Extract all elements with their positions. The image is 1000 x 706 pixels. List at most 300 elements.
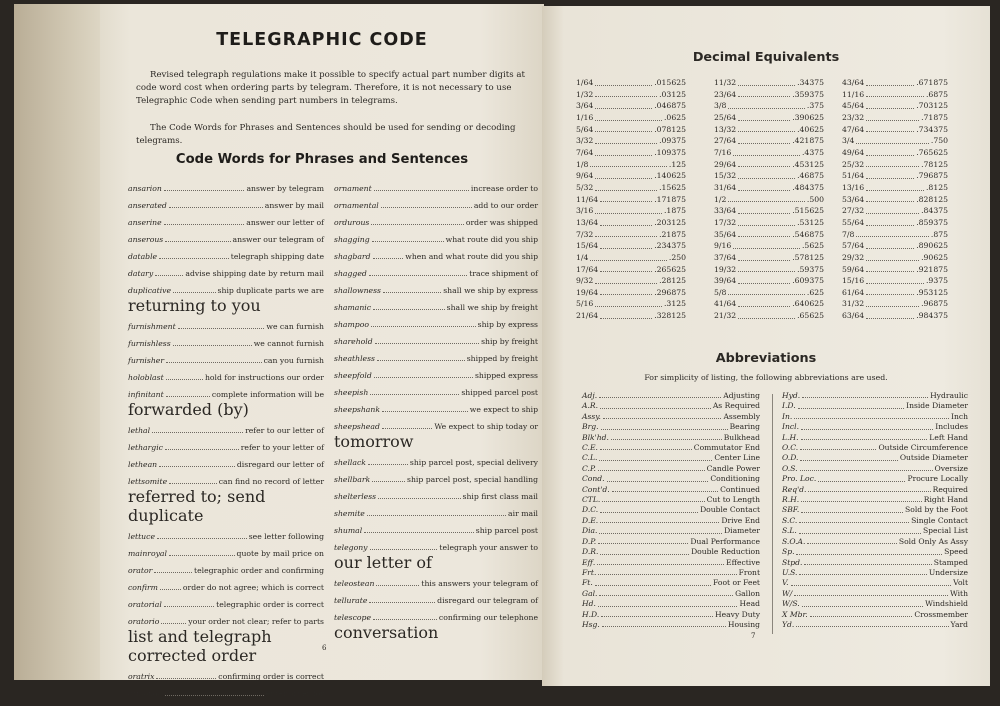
- code-word: orator: [128, 566, 153, 575]
- abbreviation-meaning: With: [949, 588, 968, 598]
- abbreviation-row: [582, 589, 760, 599]
- code-word: furnishment: [128, 322, 176, 331]
- code-word: shamanic: [334, 303, 372, 312]
- abbreviation-row: [782, 537, 968, 547]
- code-meaning: refer to your letter of: [240, 443, 324, 452]
- code-meaning: order do not agree; which is correct: [182, 583, 324, 592]
- code-row: [334, 184, 538, 194]
- abbreviation-row: [582, 422, 760, 432]
- fraction: 41/64: [714, 299, 737, 309]
- dot-leader: [738, 213, 790, 214]
- code-meaning: see letter following: [248, 532, 324, 541]
- code-row: [128, 218, 324, 228]
- dot-leader: [166, 362, 262, 363]
- fraction-row: [714, 205, 824, 217]
- abbreviation-meaning: Drive End: [721, 515, 760, 525]
- dot-leader: [738, 96, 790, 97]
- abbreviation: U.S.: [782, 567, 798, 577]
- abbreviation-meaning: Bulkhead: [723, 432, 760, 442]
- code-entry: [334, 269, 538, 279]
- fraction: 19/64: [576, 287, 599, 297]
- dot-leader: [738, 260, 790, 261]
- code-row: [128, 689, 324, 699]
- dot-leader: [796, 626, 948, 627]
- dot-leader: [600, 201, 652, 202]
- code-word: shallowness: [334, 286, 381, 295]
- fraction: 5/64: [576, 124, 594, 134]
- dot-leader: [595, 155, 652, 156]
- code-meaning-continued: returning to you: [128, 296, 261, 315]
- abbreviation-meaning: Adjusting: [723, 391, 760, 400]
- code-entry: [334, 218, 538, 228]
- abbreviation: O.C.: [782, 443, 799, 453]
- fraction: 7/8: [842, 229, 855, 239]
- abbreviation-row: [782, 505, 968, 515]
- abbreviation: Hyd.: [782, 391, 801, 400]
- code-row: [334, 218, 538, 228]
- code-row: [128, 184, 324, 194]
- abbreviation-row: [582, 568, 760, 578]
- abbreviation: Cond.: [582, 474, 605, 484]
- code-word: infinitant: [128, 390, 164, 399]
- abbreviation: Stpd.: [782, 557, 803, 567]
- dot-leader: [738, 271, 795, 272]
- abbreviation-meaning: Outside Diameter: [899, 453, 968, 463]
- fraction: 53/64: [842, 194, 865, 204]
- abbreviation: Blk'hd.: [582, 432, 609, 442]
- fraction: 3/8: [714, 101, 727, 111]
- dot-leader: [601, 616, 713, 617]
- fraction-row: [576, 287, 686, 299]
- abbreviation-row: [782, 443, 968, 453]
- decimal-column-2: [714, 77, 824, 322]
- dot-leader: [165, 241, 230, 242]
- decimal-value: .21875: [659, 229, 686, 239]
- abbreviation-row: [782, 401, 968, 411]
- fraction: 27/64: [714, 136, 737, 146]
- decimal-value: .90625: [921, 252, 948, 262]
- code-meaning: ship first class mail: [462, 492, 538, 501]
- dot-leader: [612, 491, 718, 492]
- code-row: [334, 422, 538, 432]
- abbreviation-meaning: Housing: [727, 619, 760, 629]
- code-meaning: this answers your telegram of: [421, 579, 538, 588]
- fraction: 3/32: [576, 136, 594, 146]
- code-row: [334, 337, 538, 347]
- abbreviation-row: [782, 495, 968, 505]
- abbreviation-meaning: Continued: [720, 484, 760, 494]
- decimal-value: .375: [806, 101, 824, 111]
- dot-leader: [866, 85, 914, 86]
- dot-leader: [866, 201, 914, 202]
- dot-leader: [370, 549, 438, 550]
- dot-leader: [866, 96, 924, 97]
- abbreviation: D.P.: [582, 536, 597, 546]
- dot-leader: [598, 470, 705, 471]
- abbreviation-meaning: Conditioning: [710, 474, 760, 484]
- page-number: 6: [322, 644, 327, 652]
- fraction: 7/16: [714, 147, 732, 157]
- dot-leader: [866, 318, 914, 319]
- decimal-value: .5625: [801, 241, 824, 251]
- code-word: lettuce: [128, 532, 155, 541]
- fraction-row: [842, 194, 948, 206]
- code-word: sheepish: [334, 388, 369, 397]
- code-entry: [128, 549, 324, 559]
- abbreviation: S.L.: [782, 526, 797, 536]
- code-row: [128, 269, 324, 279]
- dot-leader: [600, 318, 652, 319]
- code-meaning: ship parcel post, special handling: [407, 475, 538, 484]
- abbreviation: Brg.: [582, 422, 599, 432]
- dot-leader: [801, 512, 903, 513]
- fraction-row: [842, 264, 948, 276]
- fraction: 29/32: [842, 252, 865, 262]
- code-row: [334, 252, 538, 262]
- code-row: [128, 426, 324, 436]
- code-meaning: your order not clear; refer to parts: [188, 617, 324, 626]
- dot-leader: [728, 294, 805, 295]
- dot-leader: [738, 283, 790, 284]
- abbreviation: Gal.: [582, 588, 598, 598]
- abbreviation: W/: [782, 588, 793, 598]
- fraction: 13/64: [576, 217, 599, 227]
- dot-leader: [738, 85, 795, 86]
- code-meaning: telegraphic order is correct: [216, 600, 324, 609]
- code-meaning: can find no record of letter: [218, 477, 324, 486]
- dot-leader: [807, 543, 896, 544]
- dot-leader: [169, 555, 235, 556]
- code-entry: [334, 475, 538, 485]
- code-row: [334, 543, 538, 553]
- code-row: [334, 303, 538, 313]
- code-entry: [334, 543, 538, 572]
- code-meaning: order was shipped: [465, 218, 538, 227]
- code-row: [334, 388, 538, 398]
- fraction-row: [842, 217, 948, 229]
- abbreviation-row: [782, 610, 968, 620]
- abbreviation-meaning: Gallon: [735, 588, 760, 598]
- right-page: [542, 6, 990, 686]
- code-entry: [128, 218, 324, 228]
- abbreviation-meaning: As Required: [712, 401, 760, 411]
- code-word: oratorio: [128, 617, 160, 626]
- fraction: 3/4: [842, 136, 855, 146]
- code-row: [128, 201, 324, 211]
- abbreviation-row: [782, 412, 968, 422]
- code-meaning: we expect to ship: [469, 405, 538, 414]
- dot-leader: [173, 292, 216, 293]
- decimal-value: .171875: [654, 194, 686, 204]
- fraction-row: [714, 229, 824, 241]
- dot-leader: [165, 449, 239, 450]
- abbreviation-row: [582, 485, 760, 495]
- dot-leader: [801, 439, 928, 440]
- dot-leader: [599, 460, 712, 461]
- code-word: sheepshead: [334, 422, 380, 431]
- abbreviation-meaning: Right Hand: [923, 495, 968, 505]
- code-row: [128, 477, 324, 487]
- fraction: 17/32: [714, 217, 737, 227]
- abbreviation: Dia.: [582, 526, 598, 536]
- fraction-row: [714, 182, 824, 194]
- abbreviation: S.O.A.: [782, 536, 806, 546]
- code-word: shelterless: [334, 492, 377, 501]
- code-word: lethean: [128, 460, 158, 469]
- fraction-row: [714, 240, 824, 252]
- code-meaning: advise shipping date by return mail: [185, 269, 324, 278]
- abbreviation-row: [582, 474, 760, 484]
- fraction-row: [714, 264, 824, 276]
- dot-leader: [598, 574, 736, 575]
- fraction-row: [576, 205, 686, 217]
- fraction-row: [576, 77, 686, 89]
- dot-leader: [738, 166, 790, 167]
- code-row: [128, 390, 324, 400]
- dot-leader: [602, 501, 704, 502]
- dot-leader: [371, 224, 464, 225]
- dot-leader: [590, 260, 667, 261]
- fraction-row: [576, 194, 686, 206]
- abbreviation: D.C.: [582, 505, 599, 515]
- decimal-value: .515625: [792, 206, 824, 216]
- decimal-value: .0625: [663, 112, 686, 122]
- code-meaning: answer by telegram: [246, 184, 324, 193]
- dot-leader: [169, 483, 217, 484]
- code-row: [128, 252, 324, 262]
- code-word: datary: [128, 269, 154, 278]
- fraction-row: [714, 287, 824, 299]
- fraction-row: [842, 287, 948, 299]
- dot-leader: [738, 143, 790, 144]
- dot-leader: [372, 481, 405, 482]
- page-title: TELEGRAPHIC CODE: [216, 30, 428, 50]
- fraction-row: [576, 112, 686, 124]
- code-meaning: telegraph your answer to: [439, 543, 538, 552]
- fraction-row: [576, 159, 686, 171]
- fraction: 1/2: [714, 194, 727, 204]
- abbreviation: C.P.: [582, 463, 596, 473]
- dot-leader: [595, 96, 657, 97]
- decimal-value: .53125: [797, 217, 824, 227]
- code-row: [128, 235, 324, 245]
- dot-leader: [598, 606, 738, 607]
- code-word: anserine: [128, 218, 162, 227]
- dot-leader: [802, 397, 928, 398]
- abbreviation-meaning: Undersize: [928, 567, 968, 577]
- fraction-row: [714, 135, 824, 147]
- dot-leader: [794, 418, 949, 419]
- dot-leader: [590, 166, 667, 167]
- dot-leader: [166, 379, 203, 380]
- code-row: [128, 286, 324, 296]
- code-word: shagged: [334, 269, 367, 278]
- dot-leader: [738, 236, 790, 237]
- fraction: 51/64: [842, 171, 865, 181]
- decimal-value: .359375: [792, 89, 824, 99]
- abbreviation-meaning: Assembly: [723, 411, 760, 421]
- code-entry: [334, 579, 538, 589]
- abbreviation-row: [782, 620, 968, 630]
- dot-leader: [796, 554, 942, 555]
- abbreviation-meaning: Left Hand: [929, 432, 968, 442]
- dot-leader: [602, 626, 726, 627]
- fraction-row: [714, 310, 824, 322]
- decimal-value: .203125: [654, 217, 686, 227]
- decimal-value: .265625: [654, 264, 686, 274]
- abbreviation: In.: [782, 411, 793, 421]
- abbreviation: Adj.: [582, 391, 598, 400]
- abbreviation-meaning: Heavy Duty: [715, 609, 760, 619]
- abbreviation-meaning: Special List: [922, 526, 968, 536]
- abbreviation-row: [582, 537, 760, 547]
- code-meaning-continued: conversation: [334, 623, 439, 642]
- code-row: [128, 617, 324, 627]
- dot-leader: [173, 345, 252, 346]
- abbreviation-row: [582, 505, 760, 515]
- code-meaning: when and what route did you ship: [405, 252, 538, 261]
- code-entry: [128, 322, 324, 332]
- fraction-row: [842, 124, 948, 136]
- code-row: [334, 371, 538, 381]
- abbreviation-row: [782, 547, 968, 557]
- code-meaning: what route did you ship: [445, 235, 538, 244]
- fraction: 9/32: [576, 276, 594, 286]
- fraction-row: [714, 170, 824, 182]
- dot-leader: [373, 309, 445, 310]
- abbreviation: C.E.: [582, 443, 598, 453]
- dot-leader: [866, 225, 914, 226]
- code-entry: [334, 337, 538, 347]
- code-meaning-continued: list and telegraph corrected order: [128, 627, 272, 665]
- dot-leader: [600, 512, 698, 513]
- code-meaning: hold for instructions our order: [204, 373, 324, 382]
- abbreviation-meaning: Double Reduction: [691, 547, 760, 557]
- fraction-row: [714, 194, 824, 206]
- code-row: [128, 566, 324, 576]
- code-entry: [128, 269, 324, 279]
- decimal-value: .34375: [797, 78, 824, 87]
- dot-leader: [866, 155, 914, 156]
- fraction: 31/64: [714, 182, 737, 192]
- dot-leader: [866, 190, 924, 191]
- abbreviation-meaning: Yard: [950, 619, 968, 629]
- fraction: 15/64: [576, 241, 599, 251]
- code-entry: [334, 235, 538, 245]
- code-word-list-left: [128, 184, 327, 706]
- fraction-row: [842, 229, 948, 241]
- decimal-value: .78125: [921, 159, 948, 169]
- dot-leader: [364, 532, 474, 533]
- abbreviation: Eff.: [582, 557, 596, 567]
- decimal-value: .984375: [916, 311, 948, 321]
- fraction-row: [714, 159, 824, 171]
- decimal-value: .078125: [654, 124, 686, 134]
- code-row: [334, 475, 538, 485]
- code-word: furnishless: [128, 339, 171, 348]
- code-meaning-continued: tomorrow: [334, 432, 414, 451]
- abbreviation-meaning: Procure Locally: [907, 474, 968, 484]
- fraction: 17/64: [576, 264, 599, 274]
- code-meaning: answer our telegram of: [232, 235, 324, 244]
- code-meaning: can you furnish: [263, 356, 324, 365]
- abbreviation-row: [582, 610, 760, 620]
- dot-leader: [738, 318, 795, 319]
- fraction: 21/64: [576, 311, 599, 321]
- left-page: [14, 4, 544, 698]
- fraction: 33/64: [714, 206, 737, 216]
- fraction-row: [842, 252, 948, 264]
- dot-leader: [856, 236, 929, 237]
- decimal-value: .796875: [916, 171, 948, 181]
- dot-leader: [600, 294, 652, 295]
- abbreviation-row: [582, 526, 760, 536]
- dot-leader: [595, 85, 652, 86]
- code-word: ornamental: [334, 201, 379, 210]
- dot-leader: [595, 585, 711, 586]
- dot-leader: [368, 464, 408, 465]
- abbreviation-meaning: Front: [738, 567, 760, 577]
- abbreviation-meaning: Single Contact: [911, 515, 968, 525]
- code-entry: [334, 320, 538, 330]
- dot-leader: [600, 225, 652, 226]
- decimal-value: .390625: [792, 112, 824, 122]
- fraction: 1/8: [576, 159, 589, 169]
- abbreviation-row: [582, 464, 760, 474]
- code-entry: [128, 390, 324, 419]
- abbreviation: SBF.: [782, 505, 800, 515]
- dot-leader: [600, 522, 719, 523]
- decimal-value: .140625: [654, 171, 686, 181]
- fraction-row: [714, 298, 824, 310]
- abbreviation-meaning: Cut to Length: [706, 495, 760, 505]
- decimal-value: .296875: [654, 287, 686, 297]
- dot-leader: [866, 294, 914, 295]
- decimal-value: .828125: [916, 194, 948, 204]
- fraction: 3/64: [576, 101, 594, 111]
- dot-leader: [866, 178, 914, 179]
- fraction: 13/32: [714, 124, 737, 134]
- code-meaning: telegraph shipping date: [230, 252, 324, 261]
- fraction: 57/64: [842, 241, 865, 251]
- code-meaning: complete information will be: [211, 390, 324, 399]
- code-word: lettsomite: [128, 477, 168, 486]
- fraction-row: [842, 112, 948, 124]
- intro-paragraph: Revised telegraph regulations make it possible to specify actual part number digits at code word cost when ordering parts by telegram. Therefore, it is not necessary to use Telegraphic Code when sending part numbers in telegrams.: [136, 70, 525, 106]
- dot-leader: [595, 213, 662, 214]
- fraction: 21/32: [714, 311, 737, 321]
- decimal-value: .250: [668, 252, 686, 262]
- fraction: 7/64: [576, 147, 594, 157]
- column-divider: [772, 394, 773, 634]
- fraction-row: [576, 124, 686, 136]
- abbreviation-row: [782, 453, 968, 463]
- code-word: shagbard: [334, 252, 371, 261]
- fraction-row: [842, 147, 948, 159]
- dot-leader: [376, 585, 419, 586]
- fraction: 5/16: [576, 299, 594, 309]
- fraction-row: [842, 89, 948, 101]
- dot-leader: [856, 143, 929, 144]
- fraction-row: [714, 100, 824, 112]
- decimal-value: .6875: [925, 89, 948, 99]
- abbreviation-row: [582, 495, 760, 505]
- code-word: ansarion: [128, 184, 162, 193]
- dot-leader: [374, 377, 473, 378]
- code-meaning: enter order for: [265, 689, 324, 698]
- dot-leader: [382, 411, 468, 412]
- decimal-value: .765625: [916, 147, 948, 157]
